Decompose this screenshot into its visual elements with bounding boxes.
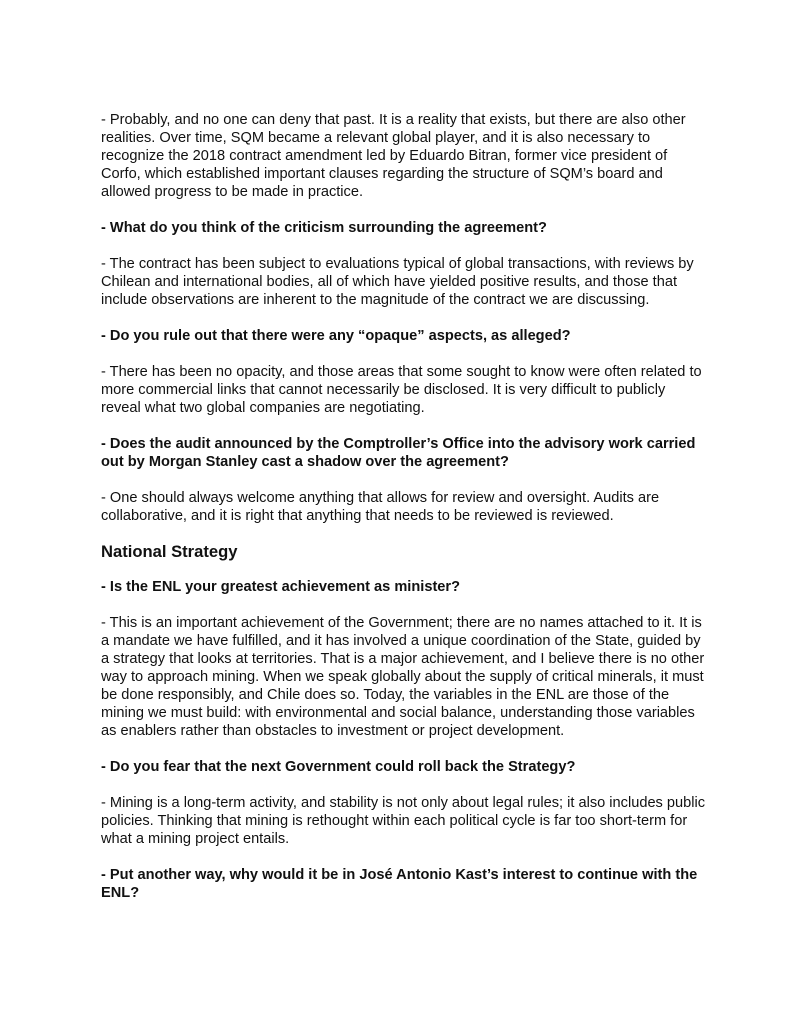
answer-paragraph: - The contract has been subject to evaluations typical of global transactions, with reviews by Chilean and international bodies, all of which have yielded positive results, and those that include observations are inherent to the magnitude of the contract we are discussing.: [101, 256, 694, 308]
section-heading: National Strategy: [101, 542, 238, 561]
answer-paragraph: - Probably, and no one can deny that past. It is a reality that exists, but there are also other realities. Over time, SQM became a relevant global player, and it is also necessary to recognize the 2018 contract amendment led by Eduardo Bitran, former vice president of Corfo, which established important clauses regarding the structure of SQM’s board and allowed progress to be made in practice.: [101, 112, 686, 200]
question-paragraph: - Do you rule out that there were any “opaque” aspects, as alleged?: [101, 328, 571, 344]
answer-paragraph: - There has been no opacity, and those areas that some sought to know were often related to more commercial links that cannot necessarily be disclosed. It is very difficult to publicly reveal what two global companies are negotiating.: [101, 364, 702, 416]
question-paragraph: - Do you fear that the next Government could roll back the Strategy?: [101, 759, 576, 775]
question-paragraph: - Does the audit announced by the Comptroller’s Office into the advisory work carried out by Morgan Stanley cast a shadow over the agreement?: [101, 436, 696, 470]
answer-paragraph: - Mining is a long-term activity, and stability is not only about legal rules; it also includes public policies. Thinking that mining is rethought within each political cycle is far too short-term for what a mining project entails.: [101, 795, 706, 847]
document-page: [101, 111, 706, 902]
answer-paragraph: - This is an important achievement of the Government; there are no names attached to it. It is a mandate we have fulfilled, and it has involved a unique coordination of the State, guided by a strategy that looks at territories. That is a major achievement, and I believe there is no other way to approach mining. When we speak globally about the supply of critical minerals, it must be done responsibly, and Chile does so. Today, the variables in the ENL are those of the mining we must build: with environmental and social balance, understanding those variables as enablers rather than obstacles to investment or project development.: [101, 615, 705, 739]
answer-paragraph: - One should always welcome anything that allows for review and oversight. Audits are collaborative, and it is right that anything that needs to be reviewed is reviewed.: [101, 490, 660, 524]
question-paragraph: - Is the ENL your greatest achievement as minister?: [101, 579, 461, 595]
question-paragraph: - Put another way, why would it be in José Antonio Kast’s interest to continue with the ENL?: [101, 867, 698, 901]
question-paragraph: - What do you think of the criticism surrounding the agreement?: [101, 220, 547, 236]
